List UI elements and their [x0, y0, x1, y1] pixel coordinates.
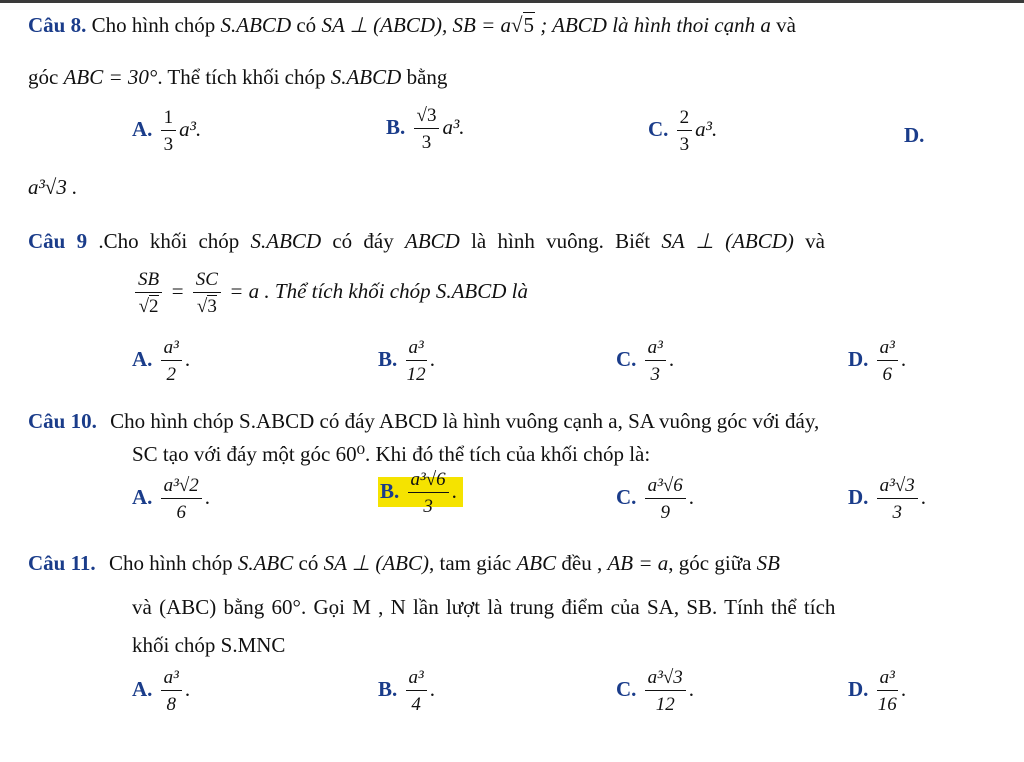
q8-line1: [28, 14, 796, 37]
q8-text4: và: [776, 13, 796, 37]
q11-line2: và (ABC) bằng 60°. Gọi M , N lần lượt là trung điểm của SA, SB. Tính thể tích: [132, 595, 836, 619]
option-letter: D.: [848, 676, 869, 701]
q10-option-a[interactable]: A. $\frac{\text{a³√2}}{6}$ .: [132, 475, 211, 523]
q11-option-b[interactable]: B. $\frac{\text{a³}}{4}$ .: [378, 667, 435, 715]
option-letter: A.: [132, 676, 153, 701]
q9-math2: ABCD: [405, 229, 460, 253]
q9-option-d[interactable]: D. $\frac{\text{a³}}{6}$ .: [848, 337, 907, 385]
option-letter: C.: [616, 346, 637, 371]
q9-math1: S.ABCD: [250, 229, 322, 253]
q11-option-c[interactable]: C. $\frac{\text{a³√3}}{12}$ .: [616, 667, 695, 715]
option-letter: D.: [848, 484, 869, 509]
q8-condition: SA ⊥ (ABCD), SB = a: [321, 13, 511, 37]
q8-option-d-value: a³√3 .: [28, 175, 78, 199]
q9-text4: và: [805, 229, 825, 253]
q9-text2: có đáy: [332, 229, 394, 253]
top-border: [0, 0, 1024, 3]
q8-line2: [28, 66, 447, 89]
q8-line2-c: S.ABCD: [330, 65, 402, 89]
q8-sqrt5: √5: [511, 13, 535, 37]
q8-var-a: a: [760, 13, 771, 37]
q11-text-b: S.ABC: [237, 551, 294, 575]
q9-option-b[interactable]: B. $\frac{\text{a³}}{12}$ .: [378, 337, 435, 385]
option-letter: B.: [378, 346, 398, 371]
option-letter: D.: [904, 123, 925, 147]
q10-line2-b: . Khi đó thể tích của khối chóp là:: [365, 442, 651, 466]
q8-text2: có: [296, 13, 317, 37]
q11-condition: SA ⊥ (ABC): [323, 551, 429, 575]
q9-label: Câu 9: [28, 229, 88, 253]
q9-line1: [28, 230, 825, 253]
q8-line2-a: góc: [28, 65, 59, 89]
q8-angle: ABC = 30°: [63, 65, 158, 89]
option-letter: C.: [616, 484, 637, 509]
q9-condition: SA ⊥ (ABCD): [661, 229, 794, 253]
q11-text-h: AB = a: [607, 551, 669, 575]
q11-label: Câu 11.: [28, 551, 96, 575]
q11-line1: [28, 552, 780, 575]
q8-option-a[interactable]: A. $\frac{1}{3}$ a³.: [132, 107, 202, 155]
q11-option-d[interactable]: D. $\frac{\text{a³}}{16}$ .: [848, 667, 907, 715]
option-letter: B.: [380, 478, 400, 503]
q9-option-a[interactable]: A. $\frac{\text{a³}}{2}$ .: [132, 337, 191, 385]
q11-text-j: SB: [756, 551, 780, 575]
option-letter: B.: [386, 114, 406, 139]
q8-option-d[interactable]: [904, 124, 924, 147]
option-letter: B.: [378, 676, 398, 701]
q10-option-d[interactable]: D. $\frac{\text{a³√3}}{3}$ .: [848, 475, 927, 523]
q11-text-a: Cho hình chóp: [108, 551, 233, 575]
option-letter: A.: [132, 484, 153, 509]
q8-line2-d: bằng: [406, 65, 448, 89]
q11-text-i: , góc giữa: [668, 551, 752, 575]
q10-option-b[interactable]: [378, 470, 463, 516]
option-letter: A.: [132, 116, 153, 141]
q8-math1: S.ABCD: [220, 13, 292, 37]
q8-label: Câu 8.: [28, 13, 87, 37]
option-letter: D.: [848, 346, 869, 371]
q11-text-e: , tam giác: [429, 551, 512, 575]
q9-text1: .Cho khối chóp: [98, 229, 240, 253]
q11-option-a[interactable]: A. $\frac{\text{a³}}{8}$ .: [132, 667, 191, 715]
q10-angle: 60⁰: [335, 442, 366, 466]
q8-text1: Cho hình chóp: [91, 13, 216, 37]
q9-text3: là hình vuông. Biết: [471, 229, 651, 253]
q11-line3: khối chóp S.MNC: [132, 633, 286, 657]
q11-text-c: có: [298, 551, 319, 575]
q8-text3: ; ABCD là hình thoi cạnh: [540, 13, 756, 37]
q10-option-c[interactable]: C. $\frac{\text{a³√6}}{9}$ .: [616, 475, 695, 523]
q8-line2-b: . Thể tích khối chóp: [157, 65, 326, 89]
q9-option-c[interactable]: C. $\frac{\text{a³}}{3}$ .: [616, 337, 675, 385]
q11-text-f: ABC: [516, 551, 557, 575]
q10-label: Câu 10.: [28, 409, 97, 433]
q9-line2-tail: = a . Thể tích khối chóp S.ABCD là: [229, 278, 529, 303]
q10-line1: [28, 410, 819, 433]
option-letter: A.: [132, 346, 153, 371]
q8-option-c[interactable]: C. $\frac{2}{3}$ a³.: [648, 107, 718, 155]
q8-option-b[interactable]: B. $\frac{√3}{3}$ a³.: [386, 105, 465, 153]
q10-line2: [132, 443, 650, 466]
q10-option-b-highlight: B. $\frac{\text{a³√6}}{3}$ .: [378, 477, 463, 507]
option-letter: C.: [648, 116, 669, 141]
q10-line1-text: Cho hình chóp S.ABCD có đáy ABCD là hình vuông cạnh a, SA vuông góc với đáy,: [110, 409, 820, 433]
q11-text-g: đều ,: [561, 551, 603, 575]
option-letter: C.: [616, 676, 637, 701]
q9-line2: $\frac{SB}{√2}$ = $\frac{SC}{√3}$ = a . Thể tích khối chóp S.ABCD là: [132, 270, 528, 316]
q10-line2-a: SC tạo với đáy một góc: [132, 442, 331, 466]
